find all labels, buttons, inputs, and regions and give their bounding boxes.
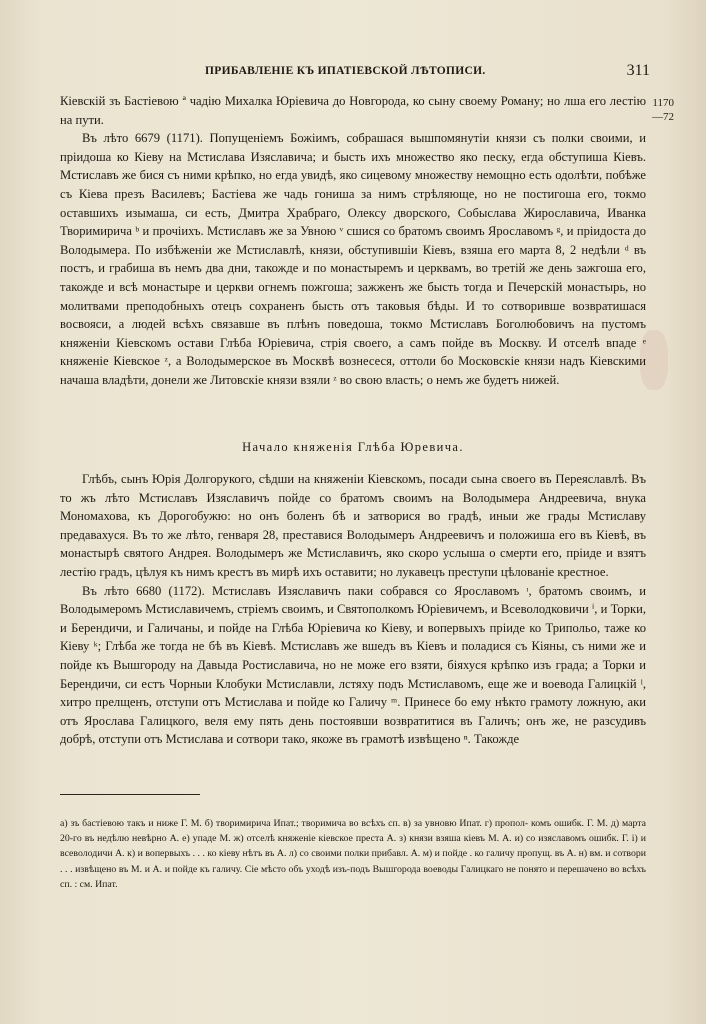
- margin-year-top: 1170: [652, 97, 674, 109]
- paragraph-year-6680: Въ лѣто 6680 (1172). Мстиславъ Изяславичъ паки собрався со Ярославомъ ᶦ, братомъ своимъ, и Володымеромъ Мстиславичемъ, стріемъ своимъ, и Святополкомъ Юріевичемъ, и Всеволодковичи ⁱ, и Торки, и Берендичи, и Галичаны, и пойде на Глѣба Юріевича ко Кіеву, и вопервыхъ пріиде ко Трипольо, таже ко Кіеву ᵏ; Глѣба же тогда не бѣ въ Кіевѣ. Мстиславъ же вшедъ въ Кіевъ и поладися съ Кіяны, съ ними же и пойде къ Вышгороду на Давыда Ростиславича, но не може его взяти, біяхуся крѣпко изъ града; а Торки и Берендичи, си естъ Чорныи Клобуки Мстиславли, лстяху подъ Мстиславомъ, еще же и воевода Галицкій ˡ, хитро прелщенъ, отступи отъ Мстислава и пойде ко Галичу ᵐ. Принесе бо ему нѣкто грамоту ложную, аки отъ Ярослава Галицкого, веля ему пять день постоявши возвратитися въ Галичъ; онъ же, не разсудивъ добрѣ, отступи отъ Мстислава и сотвори тако, якоже въ грамотѣ извѣщено ⁿ. Такожде: [60, 583, 646, 747]
- running-head: [60, 64, 650, 82]
- margin-year-bottom: —72: [652, 111, 674, 123]
- footnote-text: а) зъ бастіевою такъ и ниже Г. М. б) творимирича Ипат.; творимича во всѣхъ сп. в) за увновю Ипат. г) пропол- комъ ошибк. Г. М. д) марта 20-го въ недѣлю невѣрно А. е) упаде М. ж) отселѣ княженіе кіевское преста А. з) князи взяша кіевъ М. А. и) со изяславомъ ошибк. Г. і) и всеволодичи А. к) и вопервыхъ . . . ко кіеву нѣтъ въ А. л) со своими полки прибавл. А. м) и пойде . ко галичу пропущ. въ А. н) вм. и сотвори . . . извѣщено въ М. и А. и пойде къ галичу. Сіе мѣсто объ уходѣ изъ-подъ Вышгорода воеводы Галицкаго не понято и перешачено во всѣхъ сп. : см. Ипат.: [60, 818, 646, 890]
- page-number: 311: [626, 62, 650, 79]
- running-title: ПРИБАВЛЕНІЕ КЪ ИПАТІЕВСКОЙ ЛѢТОПИСИ.: [205, 65, 486, 77]
- section-text-block: [60, 470, 646, 749]
- paragraph-gleb: Глѣбъ, сынъ Юрія Долгорукого, сѣдши на княженіи Кіевскомъ, посади сына своего въ Переяславлѣ. Въ то жъ лѣто Мстиславъ Изяславичъ пойде со братомъ своимъ на Володымера Андреевича, внука Мономахова, къ Дорогобужю: но онъ боленъ бѣ и затворися во градѣ, иныи же грады Мстиславу предавахуся. Въ то же лѣто, генваря 28, преставися Володымеръ Андреевичъ и положиша его въ Кіевѣ, въ монастырѣ святого Андрея. Володымеръ же Мстиславичъ, яко скоро услыша о смерти его, пріиде и взятъ лестію градъ, цѣлуя къ нимъ крестъ въ мирѣ ихъ оставити; но лукавецъ преступи цѣлованіе крестное.: [60, 472, 646, 579]
- section-heading: Начало княженія Глѣба Юревича.: [242, 440, 464, 454]
- main-text-block: [60, 92, 646, 390]
- margin-year-note: [648, 96, 674, 124]
- paragraph-year-6679: Въ лѣто 6679 (1171). Попущеніемъ Божіимъ, собрашася вышпомянутіи князи съ полки своими, и пріидоша ко Кіеву на Мстислава Изяславича; и бысть ихъ множество яко песку, егда обступиша Кіевъ. Мстиславъ же бися съ ними крѣпко, но егда увидѣ, яко сицевому множеству немощно есть одолѣти, побѣже съ Кіева презъ Василевъ; Бастіева же чадь гониша за нимъ стрѣляюще, но не постигоша его, токмо оставшихъ изымаша, си есть, Дмитра Храбраго, Олексу дворского, Собыслава Жирославича, Иванка Творимирича ᵇ и прочіихъ. Мстиславъ же за Увною ᵛ сшися со братомъ своимъ Ярославомъ ᵍ, и пріидоста до Володымера. По избѣженіи же Мстиславлѣ, князи, обступившіи Кіевъ, взяша его марта 8, 2 недѣли ᵈ въ постъ, и грабиша въ немъ два дни, такожде и по монастыремъ и церквамъ, во третій же день зажгоша его, такожде и всѣ монастыре и церкви огнемъ пожгоша; зажженъ же бысть тогда и Печерскій монастырь, но молитвами преподобныхъ отецъ сохраненъ бысть отъ таковыя бѣды. И то сотворивше возвратишася восвояси, а людей всѣхъ связавше въ плѣнъ поведоша, токмо Мстиславъ Боголюбовичъ на пустомъ княженіи Кіевскомъ остави Глѣба Юріевича, стрія своего, а самъ пойде въ Москву. И отселѣ впаде ᵉ княженіе Кіевское ᶻ, а Володымерское въ Москвѣ вознесеся, оттоли бо Московскіе князи надъ Кіевскими начаша владѣти, донели же Литовскіе князи взяли ᶻ во свою власть; о немъ же будетъ нижей.: [60, 131, 646, 387]
- footnote-rule: [60, 794, 200, 795]
- footnotes: [60, 816, 646, 892]
- paragraph-continuation: Кіевскій зъ Бастіевою ª чадію Михалка Юріевича до Новгорода, ко сыну своему Роману; но лша его лестію на пути.: [60, 94, 646, 127]
